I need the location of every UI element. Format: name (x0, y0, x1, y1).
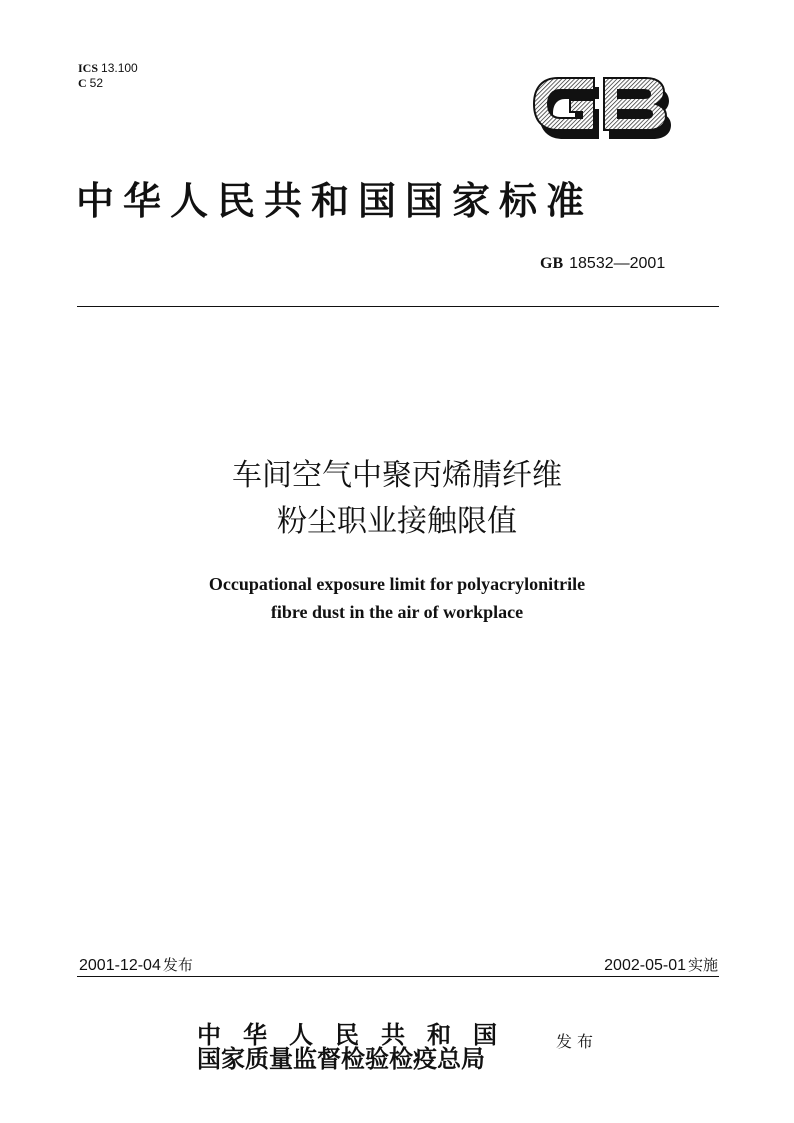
footer-divider (77, 976, 719, 977)
header-divider (77, 306, 719, 307)
ics-value: 13.100 (101, 61, 138, 75)
gb-logo (530, 72, 672, 146)
title-en-line2: fibre dust in the air of workplace (270, 602, 524, 622)
effective-date: 2002-05-01 (604, 957, 686, 974)
issuer-line1: 中华人民共和国 (197, 1020, 519, 1049)
title-cn-line2: 粉尘职业接触限值 (277, 504, 517, 539)
standard-prefix: GB (540, 255, 564, 272)
release-label: 发布 (162, 956, 193, 974)
standard-code: 18532—2001 (569, 255, 666, 272)
release-date-block (79, 954, 193, 975)
release-date: 2001-12-04 (79, 957, 161, 974)
standard-header-title: 中华人民共和国国家标准 (76, 178, 594, 223)
c-label: C (78, 76, 87, 90)
effective-date-block (604, 954, 718, 975)
standard-number (540, 255, 665, 273)
c-value: 52 (89, 76, 104, 90)
gb-logo-icon (530, 72, 672, 146)
classification-codes (78, 61, 138, 91)
title-en-line1: Occupational exposure limit for polyacrylonitrile (208, 574, 586, 594)
ics-label: ICS (78, 61, 99, 75)
issuer-action: 发布 (556, 1032, 599, 1051)
issuer-line2: 国家质量监督检验检疫总局 (197, 1044, 485, 1073)
title-cn-line1: 车间空气中聚丙烯腈纤维 (232, 458, 562, 493)
effective-label: 实施 (687, 956, 718, 974)
